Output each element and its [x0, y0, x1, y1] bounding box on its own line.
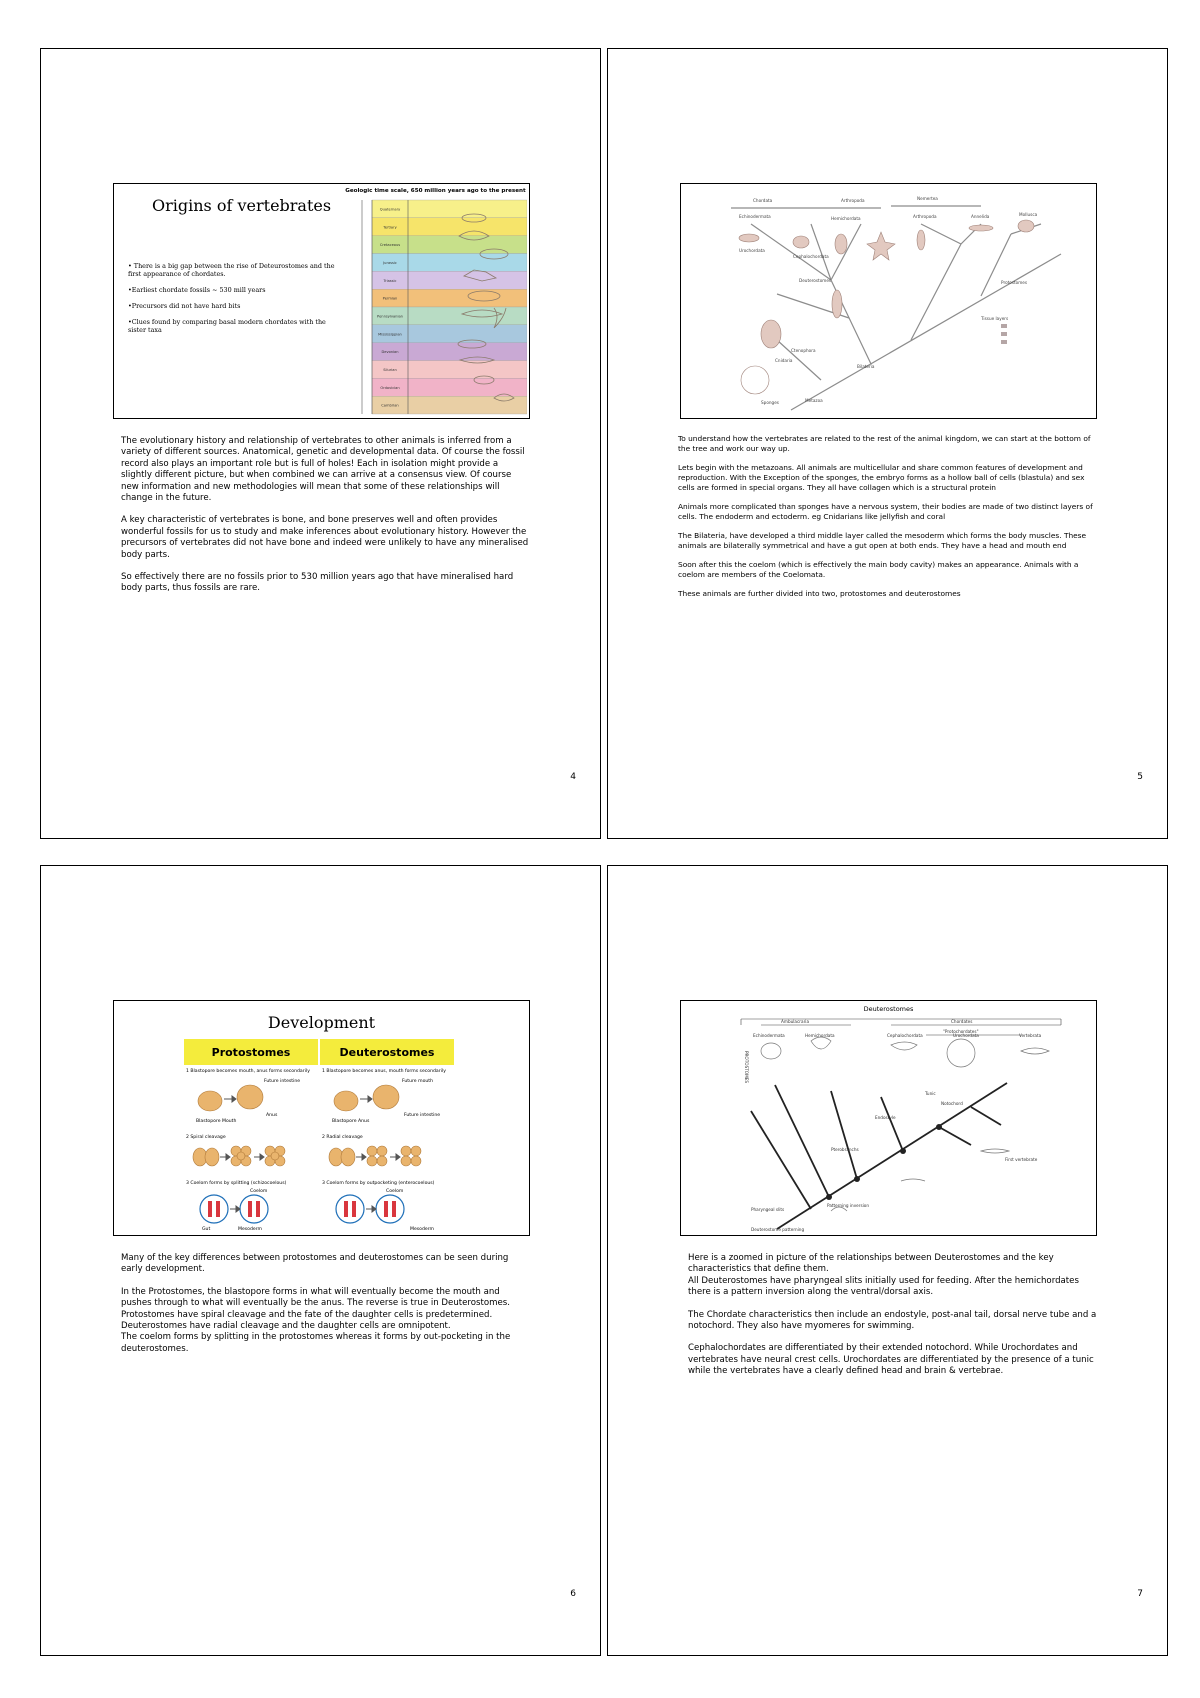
phylogeny-tree: [681, 184, 1097, 419]
tree-label: Ctenophora: [791, 348, 816, 353]
period-label: Cambrian: [381, 403, 399, 408]
diagram-label: Coelom: [250, 1189, 268, 1194]
page-number: 4: [570, 772, 576, 782]
slide-animal-phylogeny: [680, 183, 1097, 419]
tree-label: Nemertea: [917, 196, 938, 201]
notes-paragraph: Protostomes have spiral cleavage and the fate of the daughter cells is predetermined. Deuterostomes have radial cleavage and the daughter cells are omnipotent.: [121, 1309, 493, 1332]
tree-label: Cephalochordata: [793, 254, 829, 259]
bullet: •Precursors did not have hard bits: [128, 302, 241, 310]
speaker-notes: [121, 436, 531, 606]
slide-title: Deuterostomes: [863, 1005, 914, 1013]
notes-paragraph: The coelom forms by splitting in the protostomes whereas it forms by out-pocketing in the deuterostomes.: [121, 1332, 511, 1354]
step-label: 1 Blastopore becomes mouth, anus forms secondarily: [186, 1069, 310, 1074]
bullet: •Earliest chordate fossils ~ 530 mill years: [128, 286, 266, 294]
tree-label: Echinodermata: [753, 1033, 785, 1038]
slide-origins-of-vertebrates: [113, 183, 530, 419]
period-label: Triassic: [383, 278, 397, 283]
tree-label: Bilateria: [857, 364, 875, 369]
protostomes-header: Protostomes: [184, 1039, 318, 1065]
diagram-label: Coelom: [386, 1189, 404, 1194]
period-label: Pennsylvanian: [377, 314, 403, 319]
period-label: Mississippian: [378, 332, 402, 337]
tree-label: Chordates: [951, 1019, 973, 1024]
period-label: Devonian: [381, 350, 399, 355]
tree-label: Cnidaria: [775, 358, 793, 363]
period-label: Silurian: [383, 367, 397, 372]
notes-paragraph: The Bilateria, have developed a third middle layer called the mesoderm which forms the body muscles. These animals are bilaterally symmetrical and have a gut open at both ends. They have a head and mouth end: [678, 531, 1087, 550]
notes-paragraph: The evolutionary history and relationship of vertebrates to other animals is inferred from a variety of different sources. Anatomical, genetic and developmental data. Of course the fossil record also plays an important role but is full of holes! Each in isolation might provide a slightly different picture, but when combined we can arrive at a consensus view. Of course new information and new methodologies will mean that some of these relationships will change in the future.: [121, 436, 525, 504]
notes-paragraph: Soon after this the coelom (which is effectively the main body cavity) makes an appearance. Animals with a coelom are members of the Coelomata.: [678, 560, 1079, 579]
tree-label: Urochordata: [953, 1033, 979, 1038]
period-label: Cretaceous: [379, 243, 401, 248]
notes-paragraph: To understand how the vertebrates are related to the rest of the animal kingdom, we can start at the bottom of the tree and work our way up.: [678, 434, 1091, 453]
diagram-label: Blastopore: [196, 1119, 221, 1124]
deuterostomes-header: Deuterostomes: [320, 1039, 454, 1065]
timeline-graphic: [344, 188, 527, 416]
tree-label: Ambulacraria: [781, 1019, 810, 1024]
diagram-label: Anus: [358, 1119, 370, 1124]
geologic-timescale-figure: [344, 188, 527, 416]
handout-page-7: [607, 865, 1168, 1656]
speaker-notes: [121, 1253, 531, 1366]
notes-paragraph: In the Protostomes, the blastopore forms in what will eventually become the mouth and pushes through to what will eventually be the anus. The reverse is true in Deuterostomes.: [121, 1286, 510, 1309]
notes-paragraph: So effectively there are no fossils prior to 530 million years ago that have mineralised hard body parts, thus fossils are rare.: [121, 572, 514, 594]
tree-label: Tissue layers: [981, 316, 1009, 321]
step-label: 1 Blastopore becomes anus, mouth forms secondarily: [322, 1069, 446, 1074]
tree-label: Echinodermata: [739, 214, 771, 219]
deuterostome-cladogram: [681, 1001, 1097, 1236]
bullet: • There is a big gap between the rise of Deteurostomes and the first appearance of chordates.: [128, 262, 335, 278]
notes-paragraph: The Chordate characteristics then include an endostyle, post-anal tail, dorsal nerve tube and a notochord. They also have myomeres for swimming.: [688, 1309, 1097, 1332]
tree-label: Hemichordata: [831, 216, 861, 221]
page-number: 6: [570, 1589, 576, 1599]
notes-paragraph: Here is a zoomed in picture of the relationships between Deuterostomes and the key characteristics that define them.: [688, 1253, 1054, 1275]
step-label: 2 Spiral cleavage: [186, 1135, 226, 1140]
tree-label: Urochordata: [739, 248, 765, 253]
tree-label: Cephalochordata: [887, 1033, 923, 1038]
tree-label: Hemichordata: [805, 1033, 835, 1038]
tree-label: "Protochordates": [943, 1029, 979, 1034]
tree-label: Sponges: [761, 400, 779, 405]
tree-label: Tunic: [925, 1091, 936, 1096]
diagram-label: Blastopore: [332, 1119, 357, 1124]
slide-development: [113, 1000, 530, 1236]
period-label: Quaternary: [379, 207, 401, 212]
page-number: 7: [1137, 1589, 1143, 1599]
tree-label: Endostyle: [875, 1115, 896, 1120]
diagram-label: Gut: [202, 1227, 211, 1232]
tree-label: Protostomes: [1001, 280, 1028, 285]
diagram-label: Anus: [266, 1113, 278, 1118]
tree-label: Annelida: [971, 214, 990, 219]
tree-label: Deuterostomes: [799, 278, 832, 283]
notes-paragraph: Lets begin with the metazoans. All animals are multicellular and share common features of development and reproduction. With the Exception of the sponges, the embryo forms as a hollow ball of cells (blastula) and sex cells are formed in special organs. They all have collagen which is a structural protein: [678, 463, 1085, 492]
slide-title: Origins of vertebrates: [152, 196, 332, 215]
period-label: Jurassic: [383, 260, 397, 265]
tree-label: Mollusca: [1019, 212, 1038, 217]
tree-label: Notochord: [941, 1101, 963, 1106]
step-label: 3 Coelom forms by splitting (schizocoelous): [186, 1181, 287, 1186]
tree-label: Chordata: [753, 198, 773, 203]
tree-label: First vertebrate: [1005, 1157, 1038, 1162]
diagram-label: Future intestine: [264, 1079, 301, 1084]
notes-paragraph: These animals are further divided into two, protostomes and deuterostomes: [678, 589, 961, 598]
notes-paragraph: Many of the key differences between protostomes and deuterostomes can be seen during early development.: [121, 1253, 509, 1275]
diagram-label: Future mouth: [402, 1079, 433, 1084]
tree-label: Deuterostome patterning: [751, 1227, 805, 1232]
notes-paragraph: Cephalochordates are differentiated by their extended notochord. While Urochordates and vertebrates have neural crest cells. Urochordates are differentiated by the presence of a tunic while the vertebrates have a clearly defined head and brain & vertebrae.: [688, 1343, 1094, 1377]
notes-paragraph: All Deuterostomes have pharyngeal slits initially used for feeding. After the hemichordates there is a pattern inversion along the ventral/dorsal axis.: [688, 1275, 1079, 1298]
notes-paragraph: A key characteristic of vertebrates is bone, and bone preserves well and often provides wonderful fossils for us to study and make inferences about evolutionary history. However the precursors of vertebrates did not have bone and indeed were unlikely to have any mineralised body parts.: [121, 515, 529, 560]
tree-label: Arthropoda: [841, 198, 865, 203]
speaker-notes: [688, 1253, 1098, 1389]
timeline-title: Geologic time scale, 650 million years ago to the present: [345, 188, 526, 194]
step-label: 3 Coelom forms by outpocketing (enterocoelous): [322, 1181, 435, 1186]
handout-page-6: [40, 865, 601, 1656]
tree-label: Vertebrata: [1019, 1033, 1042, 1038]
slide-deuterostomes-tree: [680, 1000, 1097, 1236]
bullet: •Clues found by comparing basal modern chordates with the sister taxa: [128, 318, 326, 334]
tree-label: Patterning inversion: [827, 1203, 870, 1208]
speaker-notes: [678, 434, 1098, 608]
period-label: Tertiary: [383, 225, 397, 230]
tree-label: Pterobranchs: [831, 1147, 859, 1152]
handout-page-4: [40, 48, 601, 839]
handout-page-5: [607, 48, 1168, 839]
slide-title: Development: [267, 1013, 376, 1032]
diagram-label: Mouth: [222, 1119, 237, 1124]
notes-paragraph: Animals more complicated than sponges have a nervous system, their bodies are made of two distinct layers of cells. The endoderm and ectoderm. eg Cnidarians like jellyfish and coral: [678, 502, 1093, 521]
diagram-label: Mesoderm: [410, 1227, 435, 1232]
development-diagram: [114, 1001, 530, 1236]
step-label: 2 Radial cleavage: [322, 1135, 363, 1140]
period-label: Ordovician: [380, 385, 400, 390]
diagram-label: Mesoderm: [238, 1227, 263, 1232]
tree-label: Pharyngeal slits: [751, 1207, 785, 1212]
slide-bullets: [128, 262, 338, 342]
page-number: 5: [1137, 772, 1143, 782]
tree-label: Arthropoda: [913, 214, 937, 219]
tree-label: Metazoa: [805, 398, 823, 403]
period-label: Permian: [382, 296, 398, 301]
diagram-label: Future intestine: [404, 1113, 441, 1118]
protostomes-side-label: PROTOSTOMES: [744, 1051, 749, 1084]
